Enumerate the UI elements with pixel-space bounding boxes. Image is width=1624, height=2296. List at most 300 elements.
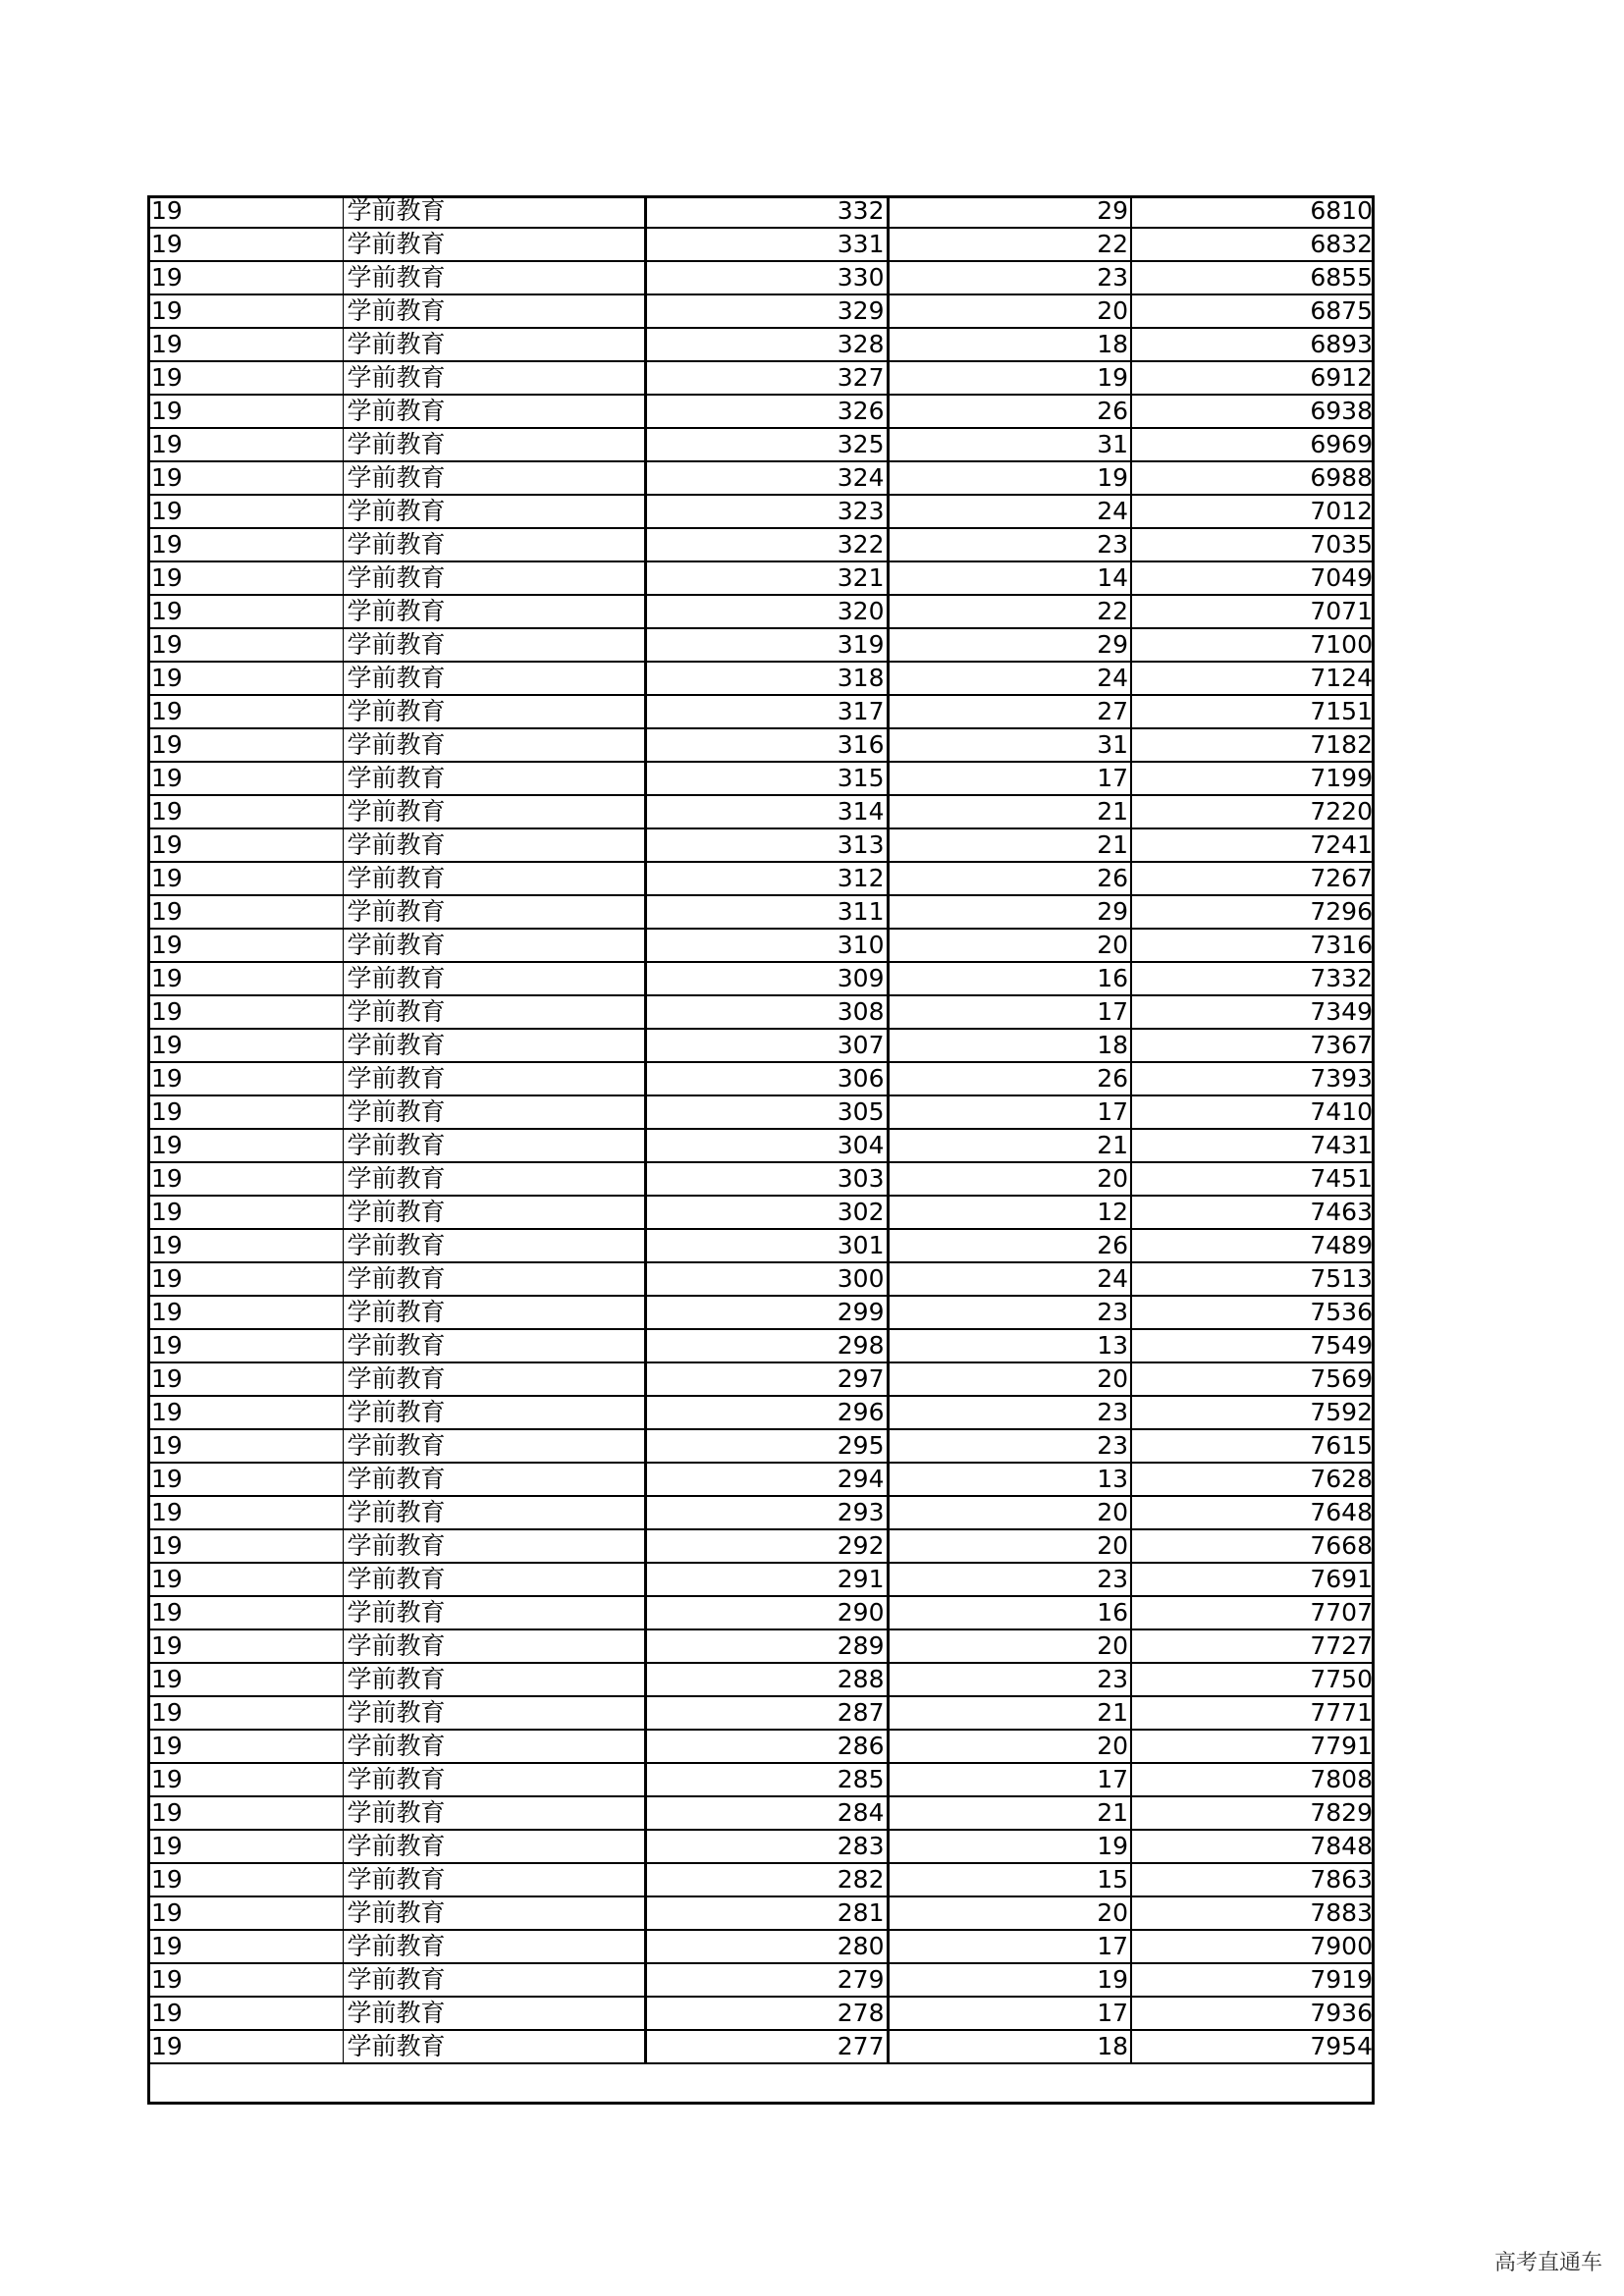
cell-cumulative: 7727 bbox=[1131, 1629, 1375, 1663]
cell-score: 321 bbox=[645, 561, 888, 595]
cell-subject-code: 19 bbox=[147, 762, 343, 795]
cell-count: 27 bbox=[888, 695, 1131, 728]
table-row bbox=[147, 1796, 1375, 1830]
cell-count: 20 bbox=[888, 1362, 1131, 1396]
cell-count: 24 bbox=[888, 1262, 1131, 1296]
cell-score: 278 bbox=[645, 1997, 888, 2030]
cell-score: 322 bbox=[645, 528, 888, 561]
cell-major: 学前教育 bbox=[343, 428, 645, 461]
cell-major: 学前教育 bbox=[343, 1196, 645, 1229]
table-row bbox=[147, 1896, 1375, 1930]
cell-cumulative: 6855 bbox=[1131, 261, 1375, 294]
cell-major: 学前教育 bbox=[343, 1763, 645, 1796]
cell-cumulative: 7691 bbox=[1131, 1563, 1375, 1596]
cell-subject-code: 19 bbox=[147, 1830, 343, 1863]
cell-subject-code: 19 bbox=[147, 1696, 343, 1730]
cell-major: 学前教育 bbox=[343, 461, 645, 495]
table-row bbox=[147, 1362, 1375, 1396]
cell-subject-code: 19 bbox=[147, 1463, 343, 1496]
cell-cumulative: 7569 bbox=[1131, 1362, 1375, 1396]
cell-major: 学前教育 bbox=[343, 261, 645, 294]
cell-subject-code: 19 bbox=[147, 1529, 343, 1563]
cell-major: 学前教育 bbox=[343, 628, 645, 662]
cell-cumulative: 7791 bbox=[1131, 1730, 1375, 1763]
table-row bbox=[147, 461, 1375, 495]
table-row bbox=[147, 294, 1375, 328]
cell-cumulative: 7648 bbox=[1131, 1496, 1375, 1529]
cell-major: 学前教育 bbox=[343, 1095, 645, 1129]
cell-score: 311 bbox=[645, 895, 888, 929]
table-row bbox=[147, 1730, 1375, 1763]
cell-subject-code: 19 bbox=[147, 1262, 343, 1296]
cell-major: 学前教育 bbox=[343, 1296, 645, 1329]
table-row bbox=[147, 1029, 1375, 1062]
cell-score: 327 bbox=[645, 361, 888, 395]
cell-major: 学前教育 bbox=[343, 1396, 645, 1429]
cell-major: 学前教育 bbox=[343, 1830, 645, 1863]
cell-subject-code: 19 bbox=[147, 328, 343, 361]
table-row bbox=[147, 595, 1375, 628]
cell-major: 学前教育 bbox=[343, 762, 645, 795]
cell-cumulative: 7829 bbox=[1131, 1796, 1375, 1830]
cell-score: 331 bbox=[645, 228, 888, 261]
cell-cumulative: 7124 bbox=[1131, 662, 1375, 695]
cell-subject-code: 19 bbox=[147, 995, 343, 1029]
cell-count: 23 bbox=[888, 261, 1131, 294]
table-row bbox=[147, 1763, 1375, 1796]
cell-subject-code: 19 bbox=[147, 1663, 343, 1696]
cell-score: 328 bbox=[645, 328, 888, 361]
cell-subject-code: 19 bbox=[147, 1596, 343, 1629]
cell-cumulative: 7316 bbox=[1131, 929, 1375, 962]
cell-score: 298 bbox=[645, 1329, 888, 1362]
cell-count: 21 bbox=[888, 828, 1131, 862]
cell-count: 17 bbox=[888, 1930, 1131, 1963]
cell-cumulative: 7199 bbox=[1131, 762, 1375, 795]
cell-score: 315 bbox=[645, 762, 888, 795]
cell-subject-code: 19 bbox=[147, 1763, 343, 1796]
cell-major: 学前教育 bbox=[343, 1463, 645, 1496]
cell-count: 31 bbox=[888, 728, 1131, 762]
table-row bbox=[147, 1196, 1375, 1229]
cell-subject-code: 19 bbox=[147, 662, 343, 695]
cell-major: 学前教育 bbox=[343, 1963, 645, 1997]
cell-cumulative: 7900 bbox=[1131, 1930, 1375, 1963]
cell-cumulative: 7049 bbox=[1131, 561, 1375, 595]
cell-count: 18 bbox=[888, 2030, 1131, 2063]
cell-subject-code: 19 bbox=[147, 1095, 343, 1129]
table-row bbox=[147, 1162, 1375, 1196]
cell-cumulative: 7707 bbox=[1131, 1596, 1375, 1629]
cell-subject-code: 19 bbox=[147, 895, 343, 929]
cell-major: 学前教育 bbox=[343, 528, 645, 561]
cell-score: 282 bbox=[645, 1863, 888, 1896]
table-row bbox=[147, 1229, 1375, 1262]
cell-cumulative: 7936 bbox=[1131, 1997, 1375, 2030]
cell-cumulative: 7863 bbox=[1131, 1863, 1375, 1896]
cell-major: 学前教育 bbox=[343, 1863, 645, 1896]
cell-score: 301 bbox=[645, 1229, 888, 1262]
cell-subject-code: 19 bbox=[147, 1362, 343, 1396]
cell-score: 307 bbox=[645, 1029, 888, 1062]
cell-major: 学前教育 bbox=[343, 695, 645, 728]
cell-count: 19 bbox=[888, 1963, 1131, 1997]
cell-cumulative: 6969 bbox=[1131, 428, 1375, 461]
cell-subject-code: 19 bbox=[147, 862, 343, 895]
cell-cumulative: 7463 bbox=[1131, 1196, 1375, 1229]
table-row bbox=[147, 662, 1375, 695]
cell-cumulative: 7489 bbox=[1131, 1229, 1375, 1262]
table-row bbox=[147, 1496, 1375, 1529]
cell-score: 289 bbox=[645, 1629, 888, 1663]
cell-count: 26 bbox=[888, 1062, 1131, 1095]
cell-score: 316 bbox=[645, 728, 888, 762]
cell-major: 学前教育 bbox=[343, 1262, 645, 1296]
cell-score: 288 bbox=[645, 1663, 888, 1696]
cell-score: 329 bbox=[645, 294, 888, 328]
cell-major: 学前教育 bbox=[343, 828, 645, 862]
table-row bbox=[147, 428, 1375, 461]
cell-subject-code: 19 bbox=[147, 495, 343, 528]
cell-count: 24 bbox=[888, 495, 1131, 528]
cell-subject-code: 19 bbox=[147, 361, 343, 395]
cell-count: 23 bbox=[888, 1563, 1131, 1596]
cell-count: 23 bbox=[888, 1296, 1131, 1329]
table-row bbox=[147, 1062, 1375, 1095]
cell-subject-code: 19 bbox=[147, 1196, 343, 1229]
cell-score: 293 bbox=[645, 1496, 888, 1529]
cell-count: 29 bbox=[888, 195, 1131, 228]
cell-major: 学前教育 bbox=[343, 995, 645, 1029]
cell-subject-code: 19 bbox=[147, 1496, 343, 1529]
cell-major: 学前教育 bbox=[343, 228, 645, 261]
cell-cumulative: 7808 bbox=[1131, 1763, 1375, 1796]
cell-subject-code: 19 bbox=[147, 828, 343, 862]
cell-cumulative: 7668 bbox=[1131, 1529, 1375, 1563]
cell-score: 294 bbox=[645, 1463, 888, 1496]
cell-subject-code: 19 bbox=[147, 428, 343, 461]
cell-cumulative: 7100 bbox=[1131, 628, 1375, 662]
cell-major: 学前教育 bbox=[343, 2030, 645, 2063]
cell-cumulative: 7349 bbox=[1131, 995, 1375, 1029]
cell-count: 18 bbox=[888, 1029, 1131, 1062]
cell-major: 学前教育 bbox=[343, 1730, 645, 1763]
table-row bbox=[147, 1663, 1375, 1696]
cell-score: 284 bbox=[645, 1796, 888, 1830]
cell-subject-code: 19 bbox=[147, 1963, 343, 1997]
cell-major: 学前教育 bbox=[343, 662, 645, 695]
table-row bbox=[147, 862, 1375, 895]
table-row bbox=[147, 1596, 1375, 1629]
cell-major: 学前教育 bbox=[343, 1997, 645, 2030]
table-row bbox=[147, 1529, 1375, 1563]
table-row bbox=[147, 1296, 1375, 1329]
table-row bbox=[147, 261, 1375, 294]
cell-subject-code: 19 bbox=[147, 1896, 343, 1930]
cell-cumulative: 6832 bbox=[1131, 228, 1375, 261]
cell-cumulative: 7071 bbox=[1131, 595, 1375, 628]
cell-score: 286 bbox=[645, 1730, 888, 1763]
cell-major: 学前教育 bbox=[343, 195, 645, 228]
table-row bbox=[147, 695, 1375, 728]
table-row bbox=[147, 561, 1375, 595]
cell-count: 29 bbox=[888, 628, 1131, 662]
cell-cumulative: 7431 bbox=[1131, 1129, 1375, 1162]
cell-subject-code: 19 bbox=[147, 228, 343, 261]
cell-score: 325 bbox=[645, 428, 888, 461]
cell-score: 332 bbox=[645, 195, 888, 228]
cell-score: 310 bbox=[645, 929, 888, 962]
cell-score: 306 bbox=[645, 1062, 888, 1095]
cell-cumulative: 7182 bbox=[1131, 728, 1375, 762]
cell-subject-code: 19 bbox=[147, 962, 343, 995]
cell-major: 学前教育 bbox=[343, 395, 645, 428]
score-table bbox=[147, 195, 1375, 2064]
cell-subject-code: 19 bbox=[147, 1162, 343, 1196]
cell-count: 16 bbox=[888, 962, 1131, 995]
table-row bbox=[147, 962, 1375, 995]
cell-subject-code: 19 bbox=[147, 461, 343, 495]
cell-count: 24 bbox=[888, 662, 1131, 695]
cell-count: 15 bbox=[888, 1863, 1131, 1896]
table-row bbox=[147, 929, 1375, 962]
cell-score: 290 bbox=[645, 1596, 888, 1629]
cell-subject-code: 19 bbox=[147, 528, 343, 561]
cell-subject-code: 19 bbox=[147, 795, 343, 828]
cell-score: 280 bbox=[645, 1930, 888, 1963]
cell-subject-code: 19 bbox=[147, 561, 343, 595]
table-row bbox=[147, 528, 1375, 561]
cell-cumulative: 7332 bbox=[1131, 962, 1375, 995]
cell-count: 21 bbox=[888, 1696, 1131, 1730]
table-row bbox=[147, 228, 1375, 261]
table-row bbox=[147, 1262, 1375, 1296]
cell-cumulative: 7549 bbox=[1131, 1329, 1375, 1362]
cell-major: 学前教育 bbox=[343, 962, 645, 995]
cell-subject-code: 19 bbox=[147, 1129, 343, 1162]
cell-subject-code: 19 bbox=[147, 695, 343, 728]
cell-subject-code: 19 bbox=[147, 1029, 343, 1062]
cell-major: 学前教育 bbox=[343, 1796, 645, 1830]
cell-cumulative: 7848 bbox=[1131, 1830, 1375, 1863]
cell-subject-code: 19 bbox=[147, 1930, 343, 1963]
cell-score: 330 bbox=[645, 261, 888, 294]
cell-count: 31 bbox=[888, 428, 1131, 461]
cell-count: 17 bbox=[888, 995, 1131, 1029]
table-row bbox=[147, 1997, 1375, 2030]
cell-cumulative: 7296 bbox=[1131, 895, 1375, 929]
cell-subject-code: 19 bbox=[147, 1396, 343, 1429]
table-row bbox=[147, 1429, 1375, 1463]
cell-count: 22 bbox=[888, 595, 1131, 628]
cell-count: 17 bbox=[888, 1997, 1131, 2030]
cell-count: 20 bbox=[888, 1896, 1131, 1930]
cell-major: 学前教育 bbox=[343, 1062, 645, 1095]
cell-major: 学前教育 bbox=[343, 1329, 645, 1362]
cell-cumulative: 7536 bbox=[1131, 1296, 1375, 1329]
cell-count: 21 bbox=[888, 795, 1131, 828]
cell-count: 22 bbox=[888, 228, 1131, 261]
table-row bbox=[147, 1830, 1375, 1863]
cell-count: 20 bbox=[888, 929, 1131, 962]
cell-count: 19 bbox=[888, 461, 1131, 495]
cell-cumulative: 6988 bbox=[1131, 461, 1375, 495]
cell-major: 学前教育 bbox=[343, 1629, 645, 1663]
table-row bbox=[147, 1863, 1375, 1896]
watermark-text: 高考直通车 bbox=[1493, 2251, 1602, 2275]
cell-score: 320 bbox=[645, 595, 888, 628]
cell-cumulative: 6912 bbox=[1131, 361, 1375, 395]
cell-major: 学前教育 bbox=[343, 595, 645, 628]
cell-score: 277 bbox=[645, 2030, 888, 2063]
cell-major: 学前教育 bbox=[343, 1563, 645, 1596]
cell-cumulative: 7883 bbox=[1131, 1896, 1375, 1930]
cell-major: 学前教育 bbox=[343, 1896, 645, 1930]
table-row bbox=[147, 1963, 1375, 1997]
table-row bbox=[147, 895, 1375, 929]
cell-subject-code: 19 bbox=[147, 395, 343, 428]
cell-count: 20 bbox=[888, 1529, 1131, 1563]
cell-score: 291 bbox=[645, 1563, 888, 1596]
cell-subject-code: 19 bbox=[147, 929, 343, 962]
table-row bbox=[147, 2030, 1375, 2063]
cell-cumulative: 6893 bbox=[1131, 328, 1375, 361]
cell-score: 303 bbox=[645, 1162, 888, 1196]
cell-cumulative: 7513 bbox=[1131, 1262, 1375, 1296]
cell-subject-code: 19 bbox=[147, 1563, 343, 1596]
cell-cumulative: 7750 bbox=[1131, 1663, 1375, 1696]
cell-cumulative: 7151 bbox=[1131, 695, 1375, 728]
cell-cumulative: 7451 bbox=[1131, 1162, 1375, 1196]
table-row bbox=[147, 1563, 1375, 1596]
cell-count: 23 bbox=[888, 1663, 1131, 1696]
cell-major: 学前教育 bbox=[343, 1696, 645, 1730]
table-row bbox=[147, 828, 1375, 862]
cell-subject-code: 19 bbox=[147, 1997, 343, 2030]
cell-count: 20 bbox=[888, 1629, 1131, 1663]
cell-cumulative: 7393 bbox=[1131, 1062, 1375, 1095]
cell-subject-code: 19 bbox=[147, 1796, 343, 1830]
cell-count: 20 bbox=[888, 1496, 1131, 1529]
cell-subject-code: 19 bbox=[147, 294, 343, 328]
cell-score: 317 bbox=[645, 695, 888, 728]
cell-score: 324 bbox=[645, 461, 888, 495]
cell-score: 297 bbox=[645, 1362, 888, 1396]
cell-subject-code: 19 bbox=[147, 628, 343, 662]
cell-cumulative: 6810 bbox=[1131, 195, 1375, 228]
cell-cumulative: 7410 bbox=[1131, 1095, 1375, 1129]
cell-subject-code: 19 bbox=[147, 195, 343, 228]
cell-major: 学前教育 bbox=[343, 895, 645, 929]
cell-score: 309 bbox=[645, 962, 888, 995]
cell-count: 16 bbox=[888, 1596, 1131, 1629]
cell-cumulative: 7771 bbox=[1131, 1696, 1375, 1730]
cell-subject-code: 19 bbox=[147, 2030, 343, 2063]
cell-major: 学前教育 bbox=[343, 294, 645, 328]
cell-major: 学前教育 bbox=[343, 1229, 645, 1262]
cell-count: 19 bbox=[888, 361, 1131, 395]
cell-count: 26 bbox=[888, 862, 1131, 895]
cell-score: 287 bbox=[645, 1696, 888, 1730]
table-row bbox=[147, 628, 1375, 662]
table-row bbox=[147, 1129, 1375, 1162]
cell-major: 学前教育 bbox=[343, 929, 645, 962]
cell-score: 283 bbox=[645, 1830, 888, 1863]
table-row bbox=[147, 995, 1375, 1029]
cell-count: 20 bbox=[888, 294, 1131, 328]
cell-cumulative: 7592 bbox=[1131, 1396, 1375, 1429]
table-row bbox=[147, 495, 1375, 528]
cell-major: 学前教育 bbox=[343, 1529, 645, 1563]
cell-cumulative: 7954 bbox=[1131, 2030, 1375, 2063]
cell-score: 313 bbox=[645, 828, 888, 862]
cell-cumulative: 7012 bbox=[1131, 495, 1375, 528]
cell-score: 312 bbox=[645, 862, 888, 895]
cell-count: 12 bbox=[888, 1196, 1131, 1229]
cell-cumulative: 6875 bbox=[1131, 294, 1375, 328]
cell-major: 学前教育 bbox=[343, 1362, 645, 1396]
cell-score: 300 bbox=[645, 1262, 888, 1296]
cell-count: 14 bbox=[888, 561, 1131, 595]
table-body bbox=[147, 195, 1375, 2063]
table-row bbox=[147, 395, 1375, 428]
cell-score: 292 bbox=[645, 1529, 888, 1563]
table-row bbox=[147, 195, 1375, 228]
table-row bbox=[147, 762, 1375, 795]
cell-cumulative: 7615 bbox=[1131, 1429, 1375, 1463]
cell-subject-code: 19 bbox=[147, 1863, 343, 1896]
cell-count: 19 bbox=[888, 1830, 1131, 1863]
table-row bbox=[147, 1329, 1375, 1362]
cell-score: 326 bbox=[645, 395, 888, 428]
cell-cumulative: 7919 bbox=[1131, 1963, 1375, 1997]
cell-count: 13 bbox=[888, 1329, 1131, 1362]
cell-major: 学前教育 bbox=[343, 1429, 645, 1463]
cell-cumulative: 7628 bbox=[1131, 1463, 1375, 1496]
cell-count: 23 bbox=[888, 1429, 1131, 1463]
table-row bbox=[147, 1463, 1375, 1496]
cell-count: 23 bbox=[888, 1396, 1131, 1429]
cell-major: 学前教育 bbox=[343, 1496, 645, 1529]
cell-major: 学前教育 bbox=[343, 862, 645, 895]
cell-count: 21 bbox=[888, 1796, 1131, 1830]
cell-major: 学前教育 bbox=[343, 1129, 645, 1162]
cell-subject-code: 19 bbox=[147, 1329, 343, 1362]
cell-score: 323 bbox=[645, 495, 888, 528]
cell-count: 26 bbox=[888, 395, 1131, 428]
cell-score: 285 bbox=[645, 1763, 888, 1796]
cell-score: 308 bbox=[645, 995, 888, 1029]
cell-score: 304 bbox=[645, 1129, 888, 1162]
cell-major: 学前教育 bbox=[343, 1930, 645, 1963]
table-row bbox=[147, 361, 1375, 395]
cell-major: 学前教育 bbox=[343, 1162, 645, 1196]
cell-score: 302 bbox=[645, 1196, 888, 1229]
table-row bbox=[147, 1396, 1375, 1429]
cell-count: 17 bbox=[888, 1095, 1131, 1129]
cell-score: 314 bbox=[645, 795, 888, 828]
cell-score: 299 bbox=[645, 1296, 888, 1329]
cell-subject-code: 19 bbox=[147, 1730, 343, 1763]
cell-score: 305 bbox=[645, 1095, 888, 1129]
cell-count: 13 bbox=[888, 1463, 1131, 1496]
cell-subject-code: 19 bbox=[147, 1062, 343, 1095]
cell-count: 26 bbox=[888, 1229, 1131, 1262]
cell-subject-code: 19 bbox=[147, 728, 343, 762]
cell-cumulative: 7267 bbox=[1131, 862, 1375, 895]
table-row bbox=[147, 1930, 1375, 1963]
cell-major: 学前教育 bbox=[343, 561, 645, 595]
